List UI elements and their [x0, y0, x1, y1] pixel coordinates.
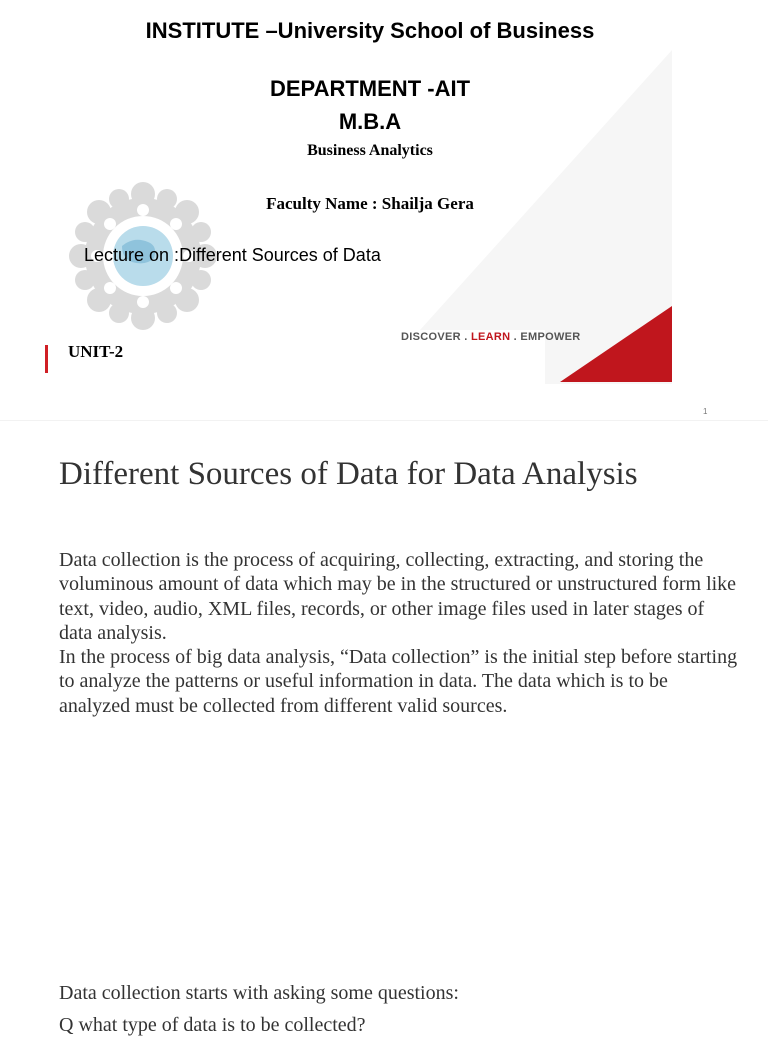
tagline — [401, 331, 581, 343]
title-slide — [0, 0, 768, 420]
unit-label: UNIT-2 — [68, 342, 124, 361]
faculty-name: Faculty Name : Shailja Gera — [266, 194, 474, 213]
paragraph-1: Data collection is the process of acquiring, collecting, extracting, and storing the voluminous amount of data which may be in the structured or unstructured form like text, video, audio, XML files, records, or other image files used in later stages of data analysis. — [59, 549, 737, 644]
tagline-empower: . EMPOWER — [510, 331, 581, 343]
program-heading: M.B.A — [338, 109, 402, 134]
tagline-discover: DISCOVER . — [401, 331, 471, 343]
question-partial: Q what type of data is to be collected? — [59, 1014, 366, 1036]
paragraph-2: In the process of big data analysis, “Data collection” is the initial step before starting to analyze the patterns or useful information in data. The data which is to be analyzed must be collected from different valid sources. — [59, 646, 738, 717]
page-number: 1 — [703, 407, 708, 416]
questions-intro: Data collection starts with asking some questions: — [59, 982, 459, 1004]
content-slide — [0, 421, 768, 1036]
red-corner-triangle — [560, 306, 674, 384]
slide-title: Different Sources of Data for Data Analysis — [59, 456, 638, 492]
tagline-learn: LEARN — [470, 331, 511, 343]
department-heading: DEPARTMENT -AIT — [269, 76, 471, 101]
institute-heading: INSTITUTE –University School of Business — [145, 18, 595, 43]
lecture-title: Lecture on :Different Sources of Data — [84, 245, 381, 265]
unit-accent-bar — [45, 345, 48, 373]
body-text — [59, 548, 739, 718]
subject-title: Business Analytics — [307, 142, 433, 159]
